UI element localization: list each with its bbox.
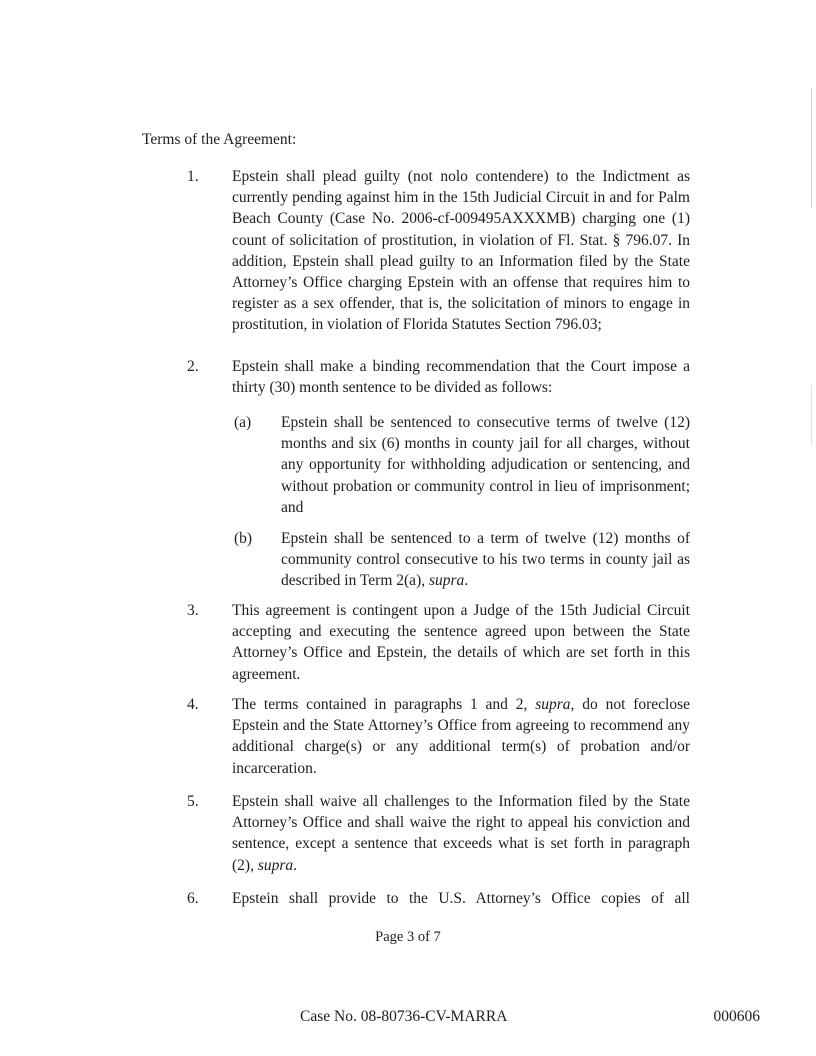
text-part: . [293,856,298,874]
text-part: . [464,572,469,590]
term-text [232,694,690,779]
subterm-label: (b) [234,530,253,547]
term-6 [187,888,690,909]
italic-citation: supra [428,572,465,590]
bates-number: 000606 [713,1008,760,1025]
term-text [232,791,690,876]
subterm-text [281,528,690,592]
text-part: Epstein shall be sentenced to a term of twelve (12) months of community control consecutive to his two terms in county jail as described in Term 2(a), [281,530,690,590]
term-number: 4. [187,696,199,713]
term-number: 2. [187,358,199,375]
term-text: Epstein shall plead guilty (not nolo contendere) to the Indictment as currently pending against him in the 15th Judicial Circuit in and for Palm Beach County (Case No. 2006-cf-009495AXXXMB) charging one (1) count of solicitation of prostitution, in violation of Fl. Stat. § 796.07. In addition, Epstein shall plead guilty to an Information filed by the State Attorney’s Office charging Epstein with an offense that requires him to register as a sex offender, that is, the solicitation of minors to engage in prostitution, in violation of Florida Statutes Section 796.03; [232,168,690,334]
page-number: Page 3 of 7 [375,929,441,945]
scan-edge-mark [811,88,812,208]
term-3 [187,600,690,685]
term-number: 1. [187,168,199,185]
term-number: 5. [187,793,199,810]
term-2 [187,356,690,398]
case-number: Case No. 08-80736-CV-MARRA [300,1008,508,1025]
italic-citation: supra [257,856,294,874]
term-1 [187,166,690,336]
term-text: Epstein shall make a binding recommendation that the Court impose a thirty (30) month sentence to be divided as follows: [232,358,690,397]
text-part: , do not foreclose Epstein and the State Attorney’s Office from agreeing to recommend any additional charge(s) or any additional term(s) of probation and/or incarceration. [232,696,691,777]
subterm-label: (a) [234,414,252,431]
term-2b [234,528,690,592]
term-5 [187,791,690,876]
text-part: The terms contained in paragraphs 1 and 2, [232,696,536,713]
italic-citation: supra [535,696,571,713]
term-number: 6. [187,890,199,907]
text-part: Epstein shall waive all challenges to the Information filed by the State Attorney’s Office and shall waive the right to appeal his conviction and sentence, except a sentence that exceeds what is set forth in paragraph (2), [232,793,690,874]
term-4 [187,694,690,779]
scan-edge-mark [811,385,812,445]
section-heading: Terms of the Agreement: [142,131,297,148]
term-text: Epstein shall provide to the U.S. Attorney’s Office copies of all [232,890,690,907]
subterm-text: Epstein shall be sentenced to consecutive terms of twelve (12) months and six (6) months in county jail for all charges, without any opportunity for withholding adjudication or sentencing, and without probation or community control in lieu of imprisonment; and [281,414,690,516]
term-2a [234,412,690,518]
term-text: This agreement is contingent upon a Judge of the 15th Judicial Circuit accepting and executing the sentence agreed upon between the State Attorney’s Office and Epstein, the details of which are set forth in this agreement. [232,602,690,683]
term-number: 3. [187,602,199,619]
